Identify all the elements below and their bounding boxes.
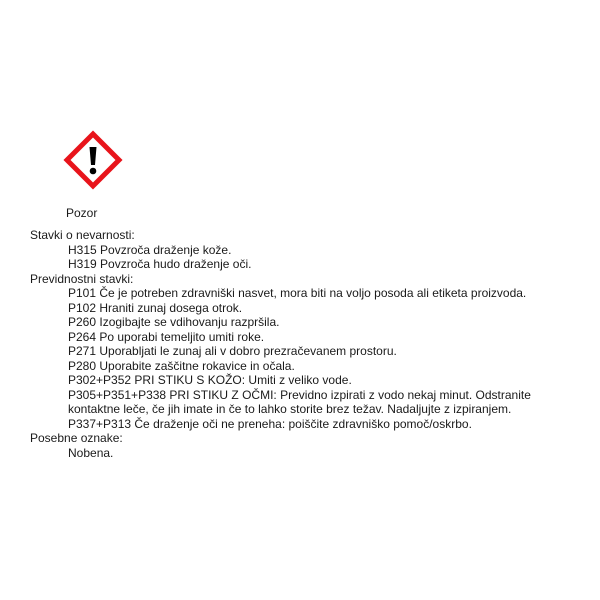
precautionary-statement: P260 Izogibajte se vdihovanju razpršila. [68, 315, 280, 329]
precautionary-statement: P280 Uporabite zaščitne rokavice in očala. [68, 358, 295, 373]
hazard-statement: H319 Povzroča hudo draženje oči. [68, 257, 252, 271]
special-labels-heading: Posebne oznake: [30, 431, 123, 445]
hazard-statement: H315 Povzroča draženje kože. [68, 242, 232, 257]
precautionary-statement: P337+P313 Če draženje oči ne preneha: poiščite zdravniško pomoč/oskrbo. [68, 416, 472, 431]
precautionary-statement: kontaktne leče, če jih imate in če to lahko storite brez težav. Nadaljujte z izpiranjem. [68, 402, 512, 416]
precautionary-statement: P102 Hraniti zunaj dosega otrok. [68, 300, 243, 315]
precautionary-statement: P101 Če je potreben zdravniški nasvet, mora biti na voljo posoda ali etiketa proizvoda. [68, 286, 527, 300]
ghs07-exclamation-mark-icon [63, 130, 123, 190]
hazard-statements-heading: Stavki o nevarnosti: [30, 228, 135, 242]
special-label-value: Nobena. [68, 445, 114, 460]
precautionary-statement: P305+P351+P338 PRI STIKU Z OČMI: Previdno izpirati z vodo nekaj minut. Odstranite [68, 387, 531, 402]
signal-word: Pozor [66, 206, 98, 220]
precautionary-statement: P264 Po uporabi temeljito umiti roke. [68, 329, 265, 344]
label-statements [30, 228, 590, 460]
precautionary-statement: P271 Uporabljati le zunaj ali v dobro prezračevanem prostoru. [68, 344, 397, 358]
precautionary-statement: P302+P352 PRI STIKU S KOŽO: Umiti z veliko vode. [68, 373, 352, 387]
precautionary-statements-heading: Previdnostni stavki: [30, 271, 134, 286]
